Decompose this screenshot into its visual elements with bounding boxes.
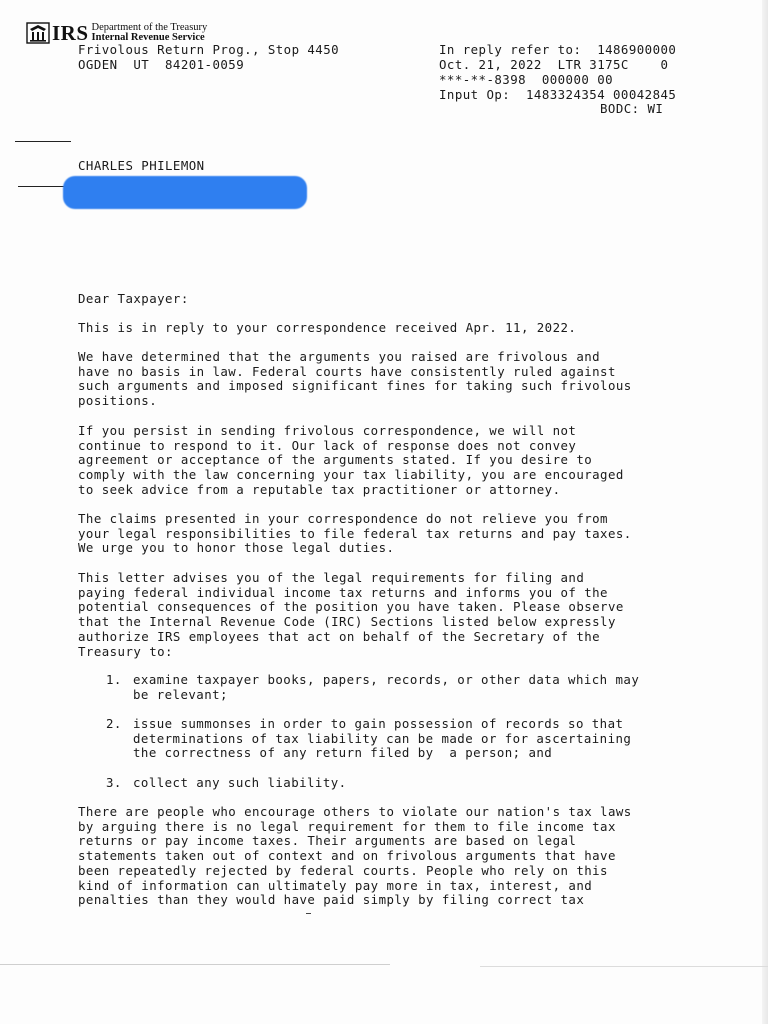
list-item-line: be relevant; [133,686,228,702]
irs-wordmark: IRS [52,20,89,45]
list-item-line: issue summonses in order to gain possession of records so that [133,716,624,731]
list-number: 2. [106,716,122,731]
paragraph-2-line: We have determined that the arguments you raised are frivolous and [78,349,601,364]
service-name: Internal Revenue Service [91,32,205,43]
paragraph-3-line: If you persist in sending frivolous correspondence, we will not [78,423,577,438]
paragraph-6-line: statements taken out of context and on frivolous arguments that have [78,848,616,864]
paragraph-5-line: potential consequences of the position you have taken. Please observe [78,599,624,615]
paragraph-2-line: positions. [78,393,158,409]
paragraph-5-line: paying federal individual income tax returns and informs you of the [78,584,608,600]
sender-address-line2: OGDEN UT 84201-0059 [78,57,245,72]
paragraph-5-line: that the Internal Revenue Code (IRC) Sections listed below expressly [78,614,616,630]
page-edge-shadow [762,0,768,1024]
paragraph-2-line: have no basis in law. Federal courts have consistently ruled against [78,363,616,379]
list-item-line: collect any such liability. [133,775,347,790]
reference-line2: Oct. 21, 2022 LTR 3175C 0 [439,57,669,72]
paragraph-6-line: There are people who encourage others to violate our nation's tax laws [78,804,632,819]
paragraph-6-line: by arguing there is no legal requirement for them to file income tax [78,818,616,834]
scan-fold-line [0,964,390,965]
list-item-line: the correctness of any return filed by a person; and [133,745,553,761]
paragraph-3-line: comply with the law concerning your tax liability, you are encouraged [78,467,624,483]
scan-dash-mark [306,913,311,914]
paragraph-5 [78,571,624,659]
paragraph-6-line: penalties than they would have paid simply by filing correct tax [78,892,585,908]
salutation: Dear Taxpayer: [78,291,189,306]
paragraph-6 [78,805,632,908]
list-number: 3. [106,775,122,790]
scan-fold-line-right [480,966,768,967]
reference-line5: BODC: WI [600,101,664,116]
paragraph-3 [78,424,624,498]
list-item-line: determinations of tax liability can be made or for ascertaining [133,730,632,746]
reference-line1: In reply refer to: 1486900000 [439,42,677,57]
paragraph-5-line: This letter advises you of the legal requirements for filing and [78,570,585,585]
recipient-name: CHARLES PHILEMON [78,158,205,173]
reference-line4: Input Op: 1483324354 00042845 [439,87,677,102]
paragraph-1: This is in reply to your correspondence received Apr. 11, 2022. [78,320,577,335]
paragraph-5-line: Treasury to: [78,643,173,659]
paragraph-3-line: agreement or acceptance of the arguments stated. If you desire to [78,452,593,468]
list-number: 1. [106,672,122,687]
fold-rule-top [15,141,71,142]
agency-name-block [92,23,208,43]
redacted-address [63,176,307,209]
paragraph-3-line: to seek advice from a reputable tax practitioner or attorney. [78,481,561,497]
paragraph-5-line: authorize IRS employees that act on behalf of the Secretary of the [78,628,601,644]
sender-address-line1: Frivolous Return Prog., Stop 4450 [78,42,340,57]
paragraph-4-line: The claims presented in your correspondence do not relieve you from [78,511,608,526]
irs-eagle-logo-icon [26,21,50,45]
paragraph-2 [78,350,632,409]
paragraph-2-line: such arguments and imposed significant fines for taking such frivolous [78,378,632,394]
department-name: Department of the Treasury [91,22,208,33]
reference-line3: ***-**-8398 000000 00 [439,72,614,87]
paragraph-3-line: continue to respond to it. Our lack of response does not convey [78,437,577,453]
paragraph-4-line: your legal responsibilities to file federal tax returns and pay taxes. [78,525,632,541]
paragraph-6-line: returns or pay income taxes. Their arguments are based on legal [78,833,577,849]
paragraph-4-line: We urge you to honor those legal duties. [78,540,395,556]
paragraph-6-line: been repeatedly rejected by federal courts. People who rely on this [78,862,608,878]
paragraph-6-line: kind of information can ultimately pay more in tax, interest, and [78,877,593,893]
paragraph-4 [78,512,632,556]
list-item-line: examine taxpayer books, papers, records, or other data which may [133,672,640,687]
